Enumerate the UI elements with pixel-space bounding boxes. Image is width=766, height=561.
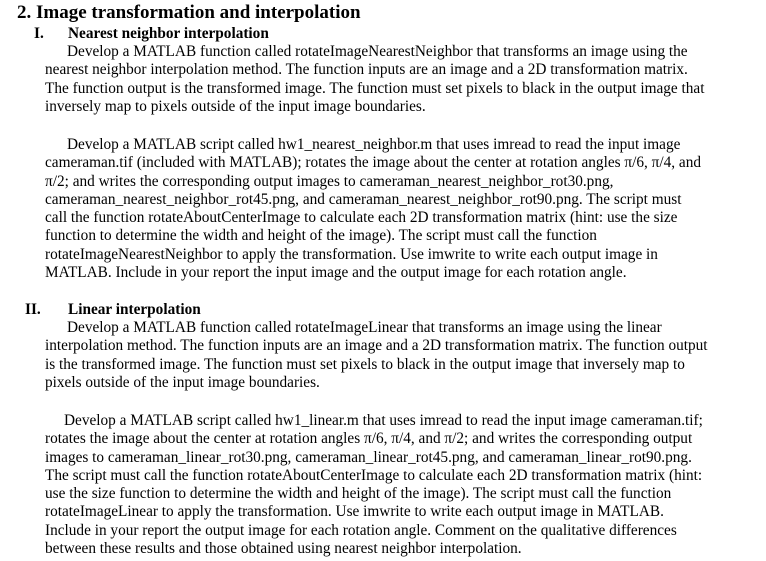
paragraph-line: pixels outside of the input image boundaries. <box>45 373 320 391</box>
paragraph-line: Develop a MATLAB function called rotateImageLinear that transforms an image using the linear <box>67 319 662 336</box>
paragraph-line: function to determine the width and height of the image). The script must call the function <box>45 227 597 245</box>
subsection-1-paragraph-2 <box>45 136 745 282</box>
subsection-1-title: Nearest neighbor interpolation <box>68 25 269 42</box>
paragraph-line: π/2; and writes the corresponding output images to cameraman_nearest_neighbor_rot30.png, <box>45 172 614 190</box>
paragraph-line: images to cameraman_linear_rot30.png, cameraman_linear_rot45.png, and cameraman_linear_rot90.png. <box>45 448 692 466</box>
paragraph-line: cameraman_nearest_neighbor_rot45.png, and cameraman_nearest_neighbor_rot90.png. The script must <box>45 190 682 208</box>
paragraph-line: MATLAB. Include in your report the input image and the output image for each rotation angle. <box>45 264 627 282</box>
paragraph-line: between these results and those obtained using nearest neighbor interpolation. <box>45 540 522 558</box>
paragraph-line: interpolation method. The function inputs are an image and a 2D transformation matrix. The function output <box>45 337 708 355</box>
paragraph-line: rotateImageNearestNeighbor to apply the transformation. Use imwrite to write each output image in <box>45 245 658 263</box>
paragraph-line: is the transformed image. The function must set pixels to black in the output image that inversely map to <box>45 355 685 373</box>
subsection-2-heading <box>25 301 201 319</box>
paragraph-line: rotateImageLinear to apply the transformation. Use imwrite to write each output image in MATLAB. <box>45 503 664 521</box>
paragraph-line: call the function rotateAboutCenterImage to calculate each 2D transformation matrix (hint: use the size <box>45 209 678 227</box>
subsection-1-heading <box>34 25 269 43</box>
subsection-2-title: Linear interpolation <box>68 301 201 318</box>
paragraph-line: nearest neighbor interpolation method. The function inputs are an image and a 2D transformation matrix. <box>45 61 688 79</box>
paragraph-line: The function output is the transformed image. The function must set pixels to black in the output image that <box>45 79 705 97</box>
subsection-2-paragraph-2 <box>45 412 745 558</box>
paragraph-line: Develop a MATLAB script called hw1_linear.m that uses imread to read the input image cameraman.tif; <box>64 412 703 429</box>
paragraph-line: The script must call the function rotateAboutCenterImage to calculate each 2D transformation matrix (hint: <box>45 466 703 484</box>
subsection-2-paragraph-1 <box>45 319 745 392</box>
paragraph-line: cameraman.tif (included with MATLAB); rotates the image about the center at rotation angles π/6, π/4, and <box>45 154 702 172</box>
paragraph-line: Develop a MATLAB script called hw1_nearest_neighbor.m that uses imread to read the input image <box>67 136 681 153</box>
paragraph-line: Develop a MATLAB function called rotateImageNearestNeighbor that transforms an image using the <box>67 43 688 60</box>
paragraph-line: rotates the image about the center at rotation angles π/6, π/4, and π/2; and writes the corresponding output <box>45 430 693 448</box>
subsection-2-numeral: II. <box>25 301 41 318</box>
paragraph-line: use the size function to determine the width and height of the image). The script must call the function <box>45 485 672 503</box>
paragraph-line: inversely map to pixels outside of the input image boundaries. <box>45 97 426 115</box>
subsection-1-paragraph-1 <box>45 43 745 116</box>
paragraph-line: Include in your report the output image for each rotation angle. Comment on the qualitative differences <box>45 521 677 539</box>
section-heading: 2. Image transformation and interpolation <box>17 2 361 23</box>
subsection-1-numeral: I. <box>34 25 44 42</box>
